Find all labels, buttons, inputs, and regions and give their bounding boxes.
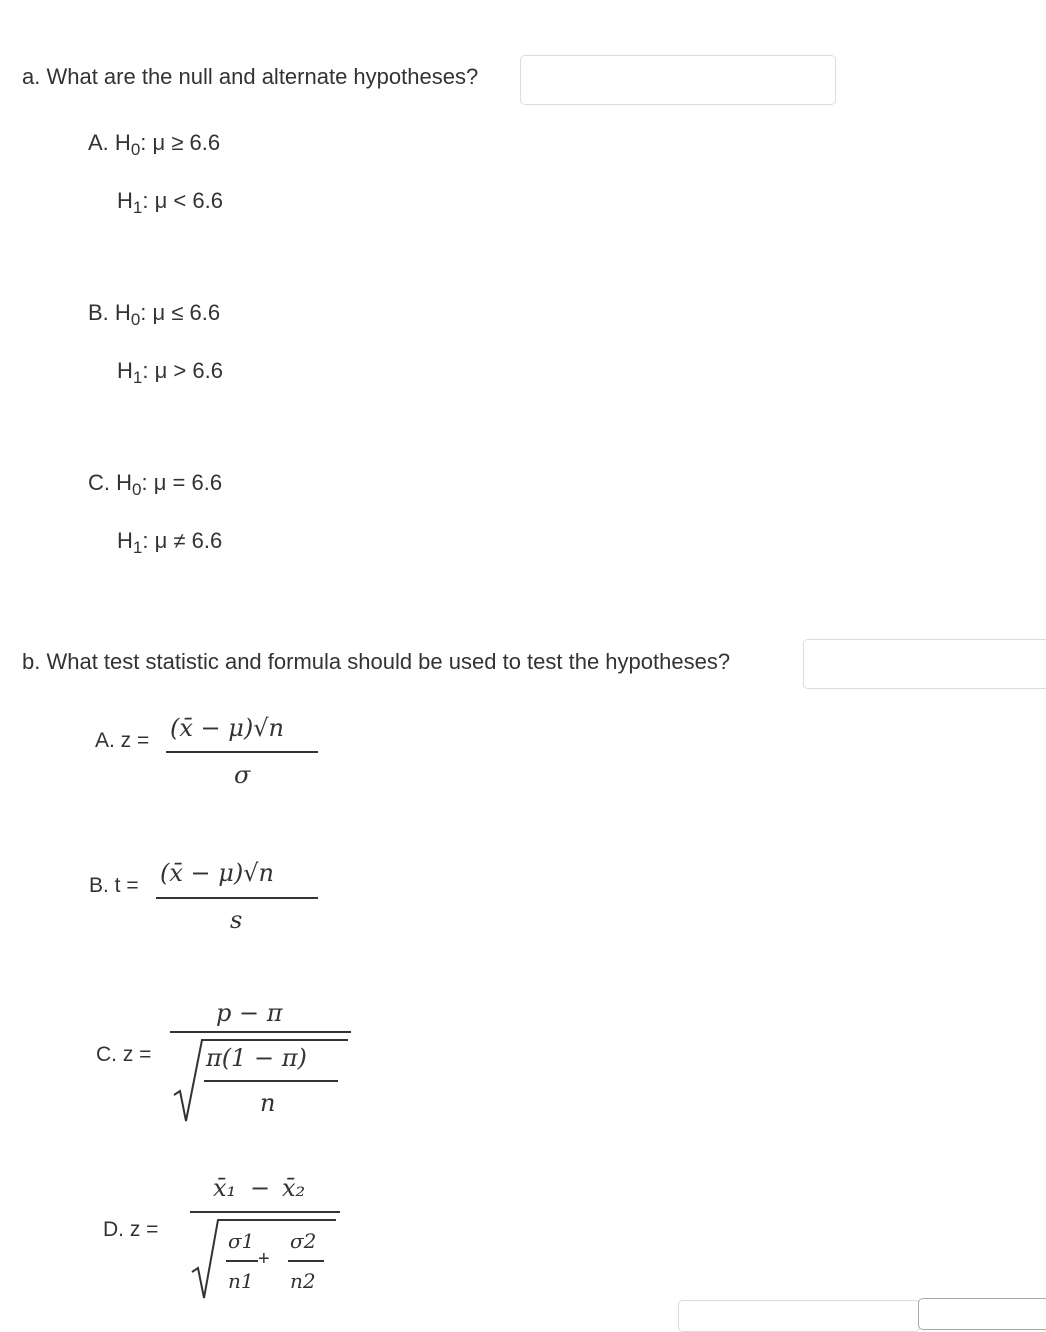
formula-d-fraction-bar-1 (226, 1260, 258, 1262)
formula-d-n1: n1 (228, 1269, 254, 1293)
formula-c-inner-fraction-bar (204, 1080, 338, 1082)
hypothesis-option-c-h1: $H_1$: μ ≠ 6.6 (117, 528, 223, 557)
formula-b-fraction-bar (156, 897, 318, 899)
formula-a-fraction-bar (166, 751, 318, 753)
formula-d-sigma1: σ1 (228, 1229, 255, 1253)
partial-dropdown-box[interactable] (918, 1298, 1046, 1330)
hypothesis-option-b-h0: B. $H_0$: μ ≤ 6.6 (88, 300, 221, 329)
formula-b-label: B. t = (89, 874, 139, 897)
hypothesis-option-c-h0: C. $H_0$: μ = 6.6 (88, 470, 223, 499)
formula-c-fraction-bar (170, 1031, 351, 1033)
formula-d-fraction-bar-2 (288, 1260, 324, 1262)
formula-d-minus: − (250, 1174, 271, 1202)
hypothesis-option-b-h1: $H_1$: μ > 6.6 (117, 358, 223, 387)
formula-b-numerator: (x̄ − μ)√n (160, 859, 274, 887)
formula-c-label: C. z = (96, 1043, 152, 1066)
formula-d-n2: n2 (290, 1269, 316, 1293)
formula-c-numerator: p − π (216, 999, 283, 1027)
question-a-prompt: a. What are the null and alternate hypotheses? (22, 64, 479, 89)
formula-d-sigma2: σ2 (290, 1229, 317, 1253)
formula-d-numerator-left: x̄₁ (213, 1174, 237, 1202)
partial-answer-box[interactable] (678, 1300, 920, 1332)
formula-a-label: A. z = (95, 729, 150, 752)
formula-c-inner-numerator: π(1 − π) (206, 1044, 307, 1072)
formula-a-denominator: σ (234, 761, 251, 789)
hypothesis-option-a-h1: $H_1$: μ < 6.6 (117, 188, 223, 217)
formula-d-numerator-right: x̄₂ (282, 1174, 306, 1202)
question-b-answer-box[interactable] (803, 639, 1046, 689)
question-b-prompt: b. What test statistic and formula should be used to test the hypotheses? (22, 649, 731, 674)
formula-a-numerator: (x̄ − μ)√n (170, 714, 284, 742)
formula-d-label: D. z = (103, 1218, 159, 1241)
formula-b-denominator: s (230, 906, 243, 934)
formula-d-plus: + (258, 1248, 270, 1270)
hypothesis-option-a-h0: A. $H_0$: μ ≥ 6.6 (88, 130, 221, 159)
formula-c-inner-denominator: n (260, 1089, 276, 1117)
question-a-answer-box[interactable] (520, 55, 836, 105)
